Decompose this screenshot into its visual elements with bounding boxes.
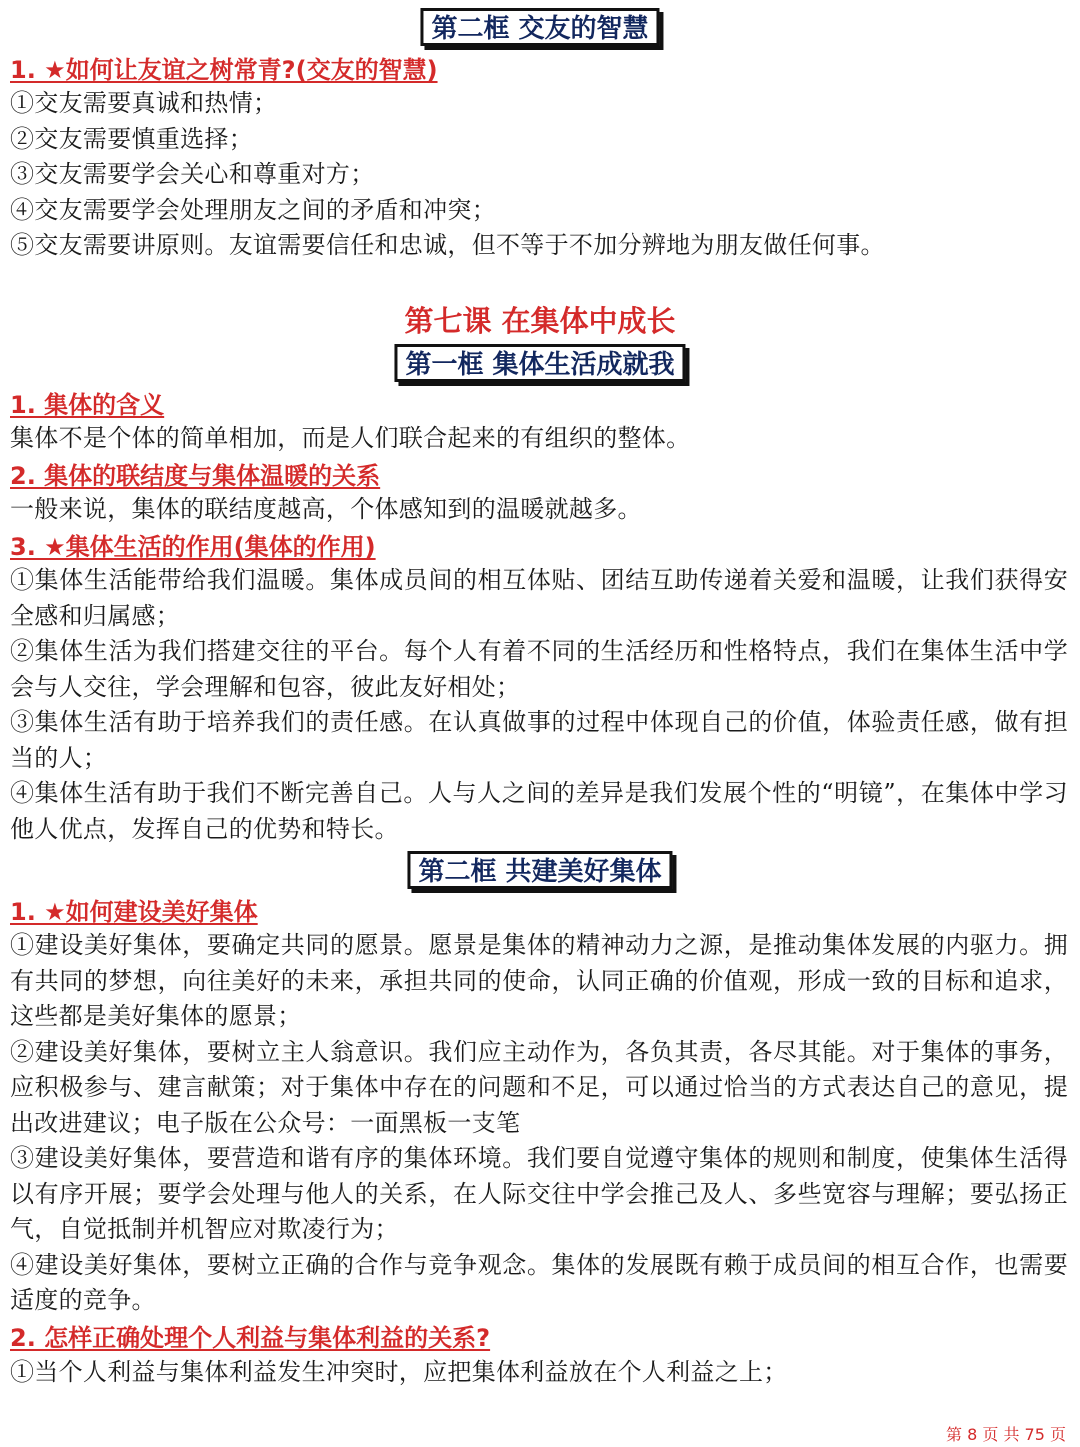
list-item: ③交友需要学会关心和尊重对方； xyxy=(10,160,375,188)
heading-interest-relation: 2. 怎样正确处理个人利益与集体利益的关系? xyxy=(10,1324,491,1352)
frame-title-friendship-wisdom: 第二框 交友的智慧 xyxy=(420,8,659,46)
heading-collective-bond: 2. 集体的联结度与集体温暖的关系 xyxy=(10,462,381,490)
list-item: ③建设美好集体，要营造和谐有序的集体环境。我们要自觉遵守集体的规则和制度，使集体生活得以有序开展；要学会处理与他人的关系，在人际交往中学会推己及人、多些宽容与理解；要弘扬正气，自觉抵制并机智应对欺凌行为； xyxy=(10,1144,1068,1243)
heading-collective-meaning: 1. 集体的含义 xyxy=(10,391,165,419)
list-item: ①建设美好集体，要确定共同的愿景。愿景是集体的精神动力之源，是推动集体发展的内驱力。拥有共同的梦想，向往美好的未来，承担共同的使命，认同正确的价值观，形成一致的目标和追求，这些都是美好集体的愿景； xyxy=(10,931,1068,1030)
lesson-title: 第七课 在集体中成长 xyxy=(404,304,676,338)
frame-title-collective-life: 第一框 集体生活成就我 xyxy=(394,344,685,382)
list-item: ④交友需要学会处理朋友之间的矛盾和冲突； xyxy=(10,195,496,224)
heading-collective-role: 3. ★集体生活的作用(集体的作用) xyxy=(10,533,376,561)
list-item: ⑤交友需要讲原则。友谊需要信任和忠诚，但不等于不加分辨地为朋友做任何事。 xyxy=(10,231,885,259)
heading-friendship-evergreen: 1. ★如何让友谊之树常青?(交友的智慧) xyxy=(10,56,438,84)
paragraph-interest-relation: ①当个人利益与集体利益发生冲突时，应把集体利益放在个人利益之上； xyxy=(10,1358,788,1386)
list-item: ②交友需要慎重选择； xyxy=(10,124,253,153)
paragraph-collective-bond: 一般来说，集体的联结度越高，个体感知到的温暖就越多。 xyxy=(10,495,642,523)
list-friendship-tips xyxy=(10,86,1068,264)
list-collective-role xyxy=(10,563,1068,847)
list-item: ②集体生活为我们搭建交往的平台。每个人有着不同的生活经历和性格特点，我们在集体生活中学会与人交往，学会理解和包容，彼此友好相处； xyxy=(10,637,1068,701)
paragraph-collective-meaning: 集体不是个体的简单相加，而是人们联合起来的有组织的整体。 xyxy=(10,424,691,452)
frame-title-build-collective: 第二框 共建美好集体 xyxy=(407,851,672,889)
list-item: ④建设美好集体，要树立正确的合作与竞争观念。集体的发展既有赖于成员间的相互合作，也需要适度的竞争。 xyxy=(10,1250,1068,1314)
heading-build-collective: 1. ★如何建设美好集体 xyxy=(10,898,258,926)
list-item: ③集体生活有助于培养我们的责任感。在认真做事的过程中体现自己的价值，体验责任感，做有担当的人； xyxy=(10,708,1068,772)
list-build-collective xyxy=(10,928,1068,1319)
list-item: ②建设美好集体，要树立主人翁意识。我们应主动作为，各负其责，各尽其能。对于集体的事务，应积极参与、建言献策；对于集体中存在的问题和不足，可以通过恰当的方式表达自己的意见，提出改进建议；电子版在公众号：一面黑板一支笔 xyxy=(10,1037,1068,1137)
list-item: ④集体生活有助于我们不断完善自己。人与人之间的差异是我们发展个性的“明镜”，在集体中学习他人优点，发挥自己的优势和特长。 xyxy=(10,779,1068,843)
list-item: ①交友需要真诚和热情； xyxy=(10,89,278,117)
page-number: 第 8 页 共 75 页 xyxy=(946,1425,1066,1444)
list-item: ①集体生活能带给我们温暖。集体成员间的相互体贴、团结互助传递着关爱和温暖，让我们获得安全感和归属感； xyxy=(10,566,1068,630)
